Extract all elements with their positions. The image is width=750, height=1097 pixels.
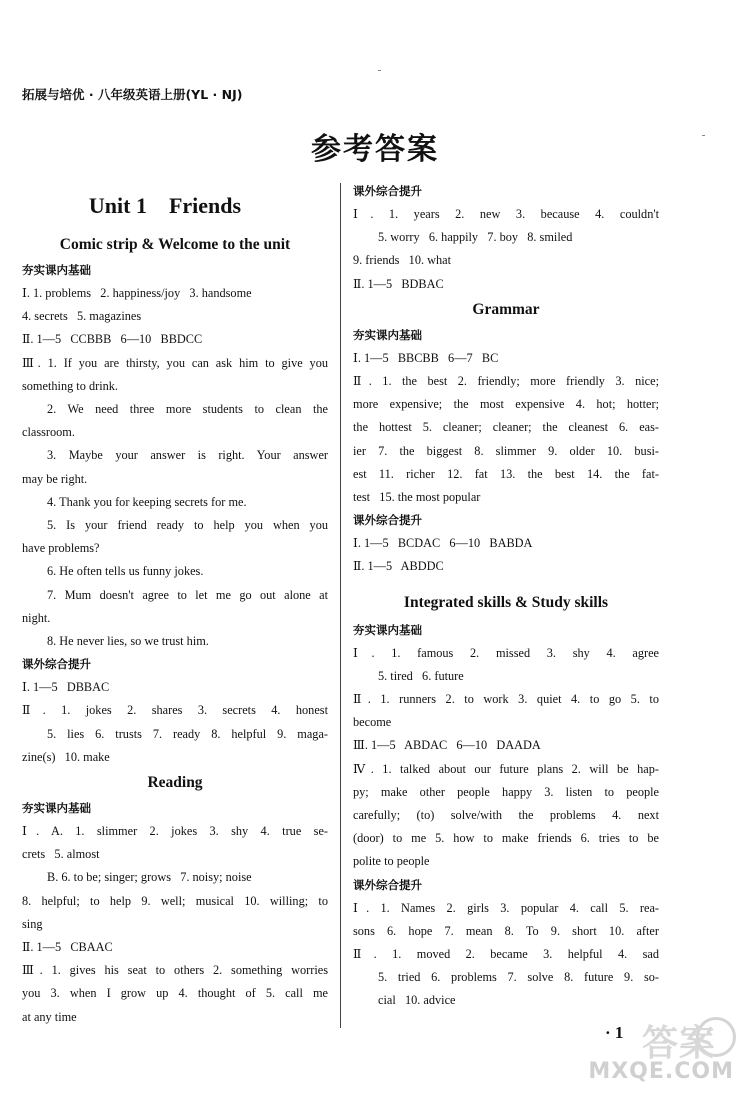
answer-line: may be right. [22, 471, 88, 486]
answer-line: at any time [22, 1009, 77, 1024]
answer-line: Ⅰ. 1—5 BCDAC 6—10 BABDA [353, 536, 533, 551]
watermark-text: 答案 [641, 1023, 716, 1064]
answer-line: more expensive; the most expensive 4. hot; hotter; [353, 397, 659, 412]
answer-line: Ⅰ. A. 1. slimmer 2. jokes 3. shy 4. true se- [22, 824, 328, 839]
answer-line: Ⅱ. 1—5 CBAAC [22, 940, 113, 955]
answer-line: zine(s) 10. make [22, 749, 110, 764]
scan-speck [378, 70, 381, 71]
answer-line: py; make other people happy 3. listen to people [353, 784, 659, 799]
answer-line: 8. helpful; to help 9. well; musical 10. willing; to [22, 893, 328, 908]
answer-line: have problems? [22, 541, 100, 556]
answer-line: Ⅱ. 1. runners 2. to work 3. quiet 4. to go 5. to [353, 692, 659, 707]
answer-line: polite to people [353, 854, 430, 869]
answer-line: 4. secrets 5. magazines [22, 309, 142, 324]
scan-speck [702, 135, 705, 136]
answer-line: Ⅰ. 1—5 DBBAC [22, 680, 110, 695]
answer-line: Ⅲ. 1. gives his seat to others 2. something worries [22, 963, 328, 978]
subsection-title: 夯实课内基础 [22, 801, 91, 816]
answer-line: something to drink. [22, 378, 118, 393]
answer-line: 5. tired 6. future [378, 668, 464, 683]
answer-line: Ⅱ. 1. moved 2. became 3. helpful 4. sad [353, 947, 659, 962]
column-divider [340, 183, 341, 1028]
answer-line: you 3. when I grow up 4. thought of 5. call me [22, 986, 328, 1001]
answer-line: become [353, 715, 392, 730]
answer-line: sons 6. hope 7. mean 8. To 9. short 10. after [353, 923, 659, 938]
answer-line: 9. friends 10. what [353, 253, 452, 268]
answer-line: 5. worry 6. happily 7. boy 8. smiled [378, 230, 573, 245]
answer-line: ier 7. the biggest 8. slimmer 9. older 10. busi- [353, 443, 659, 458]
answer-line: B. 6. to be; singer; grows 7. noisy; noise [47, 870, 252, 885]
subsection-title: 夯实课内基础 [353, 622, 422, 637]
subsection-title: 课外综合提升 [353, 184, 422, 198]
watermark [588, 1013, 744, 1093]
subsection-title: 课外综合提升 [353, 877, 422, 892]
answer-line: 5. lies 6. trusts 7. ready 8. helpful 9. maga- [47, 726, 328, 741]
page-number: · 1 [605, 1023, 624, 1042]
answer-line: 8. He never lies, so we trust him. [47, 634, 209, 649]
right-column [353, 180, 659, 1013]
answer-line: Ⅳ. 1. talked about our future plans 2. will be hap- [353, 761, 659, 776]
answer-line: 5. tried 6. problems 7. solve 8. future 9. so- [378, 970, 659, 985]
answer-line: Ⅲ. 1. If you are thirsty, you can ask him to give you [22, 355, 328, 370]
answer-line: Ⅲ. 1—5 ABDAC 6—10 DAADA [353, 738, 541, 753]
answer-line: the hottest 5. cleaner; cleaner; the cleanest 6. eas- [353, 420, 659, 435]
answer-line: Ⅰ. 1. Names 2. girls 3. popular 4. call 5. rea- [353, 900, 659, 915]
answer-line: 5. Is your friend ready to help you when you [47, 518, 328, 533]
answer-line: sing [22, 916, 43, 931]
subsection-title: 课外综合提升 [353, 513, 422, 528]
answer-line: 6. He often tells us funny jokes. [47, 564, 204, 579]
answer-line: Ⅱ. 1. jokes 2. shares 3. secrets 4. honest [22, 703, 328, 718]
answer-line: classroom. [22, 425, 75, 440]
answer-line: Ⅱ. 1—5 ABDDC [353, 559, 444, 574]
answer-line: crets 5. almost [22, 847, 100, 862]
answer-line: Ⅰ. 1. problems 2. happiness/joy 3. handsome [22, 286, 252, 300]
answer-line: Ⅱ. 1—5 BDBAC [353, 276, 444, 291]
subsection-title: 夯实课内基础 [353, 327, 422, 342]
subsection-title: 课外综合提升 [22, 657, 91, 672]
answer-line: Ⅱ. 1. the best 2. friendly; more friendly 3. nice; [353, 374, 659, 389]
section-title-integrated-skills: Integrated skills & Study skills [403, 593, 609, 611]
section-title-comic-strip: Comic strip & Welcome to the unit [59, 236, 291, 253]
subsection-title: 夯实课内基础 [22, 263, 91, 277]
unit-title: Unit 1 Friends [88, 193, 242, 218]
answer-line: cial 10. advice [378, 993, 456, 1008]
watermark-url: MXQE.COM [588, 1059, 734, 1084]
answer-line: test 15. the most popular [353, 490, 481, 505]
answer-line: Ⅱ. 1—5 CCBBB 6—10 BBDCC [22, 332, 203, 347]
running-header: 拓展与培优 · 八年级英语上册(YL · NJ) [22, 87, 243, 102]
section-title-reading: Reading [147, 774, 203, 792]
answer-line: (door) to me 5. how to make friends 6. tries to be [353, 831, 659, 846]
answer-line: 3. Maybe your answer is right. Your answer [47, 448, 328, 463]
answer-line: 7. Mum doesn't agree to let me go out alone at [47, 587, 328, 602]
answer-line: Ⅰ. 1. famous 2. missed 3. shy 4. agree [353, 645, 659, 660]
section-title-grammar: Grammar [472, 300, 540, 318]
answer-line: night. [22, 610, 51, 625]
page-title: 参考答案 [311, 132, 439, 167]
left-column [22, 185, 328, 1029]
answer-line: 2. We need three more students to clean the [47, 402, 328, 417]
answer-line: est 11. richer 12. fat 13. the best 14. the fat- [353, 466, 659, 481]
answer-line: Ⅰ. 1. years 2. new 3. because 4. couldn't [353, 207, 659, 221]
answer-line: 4. Thank you for keeping secrets for me. [47, 494, 247, 509]
answer-line: Ⅰ. 1—5 BBCBB 6—7 BC [353, 350, 499, 365]
answer-line: carefully; (to) solve/with the problems 4. next [353, 808, 659, 823]
